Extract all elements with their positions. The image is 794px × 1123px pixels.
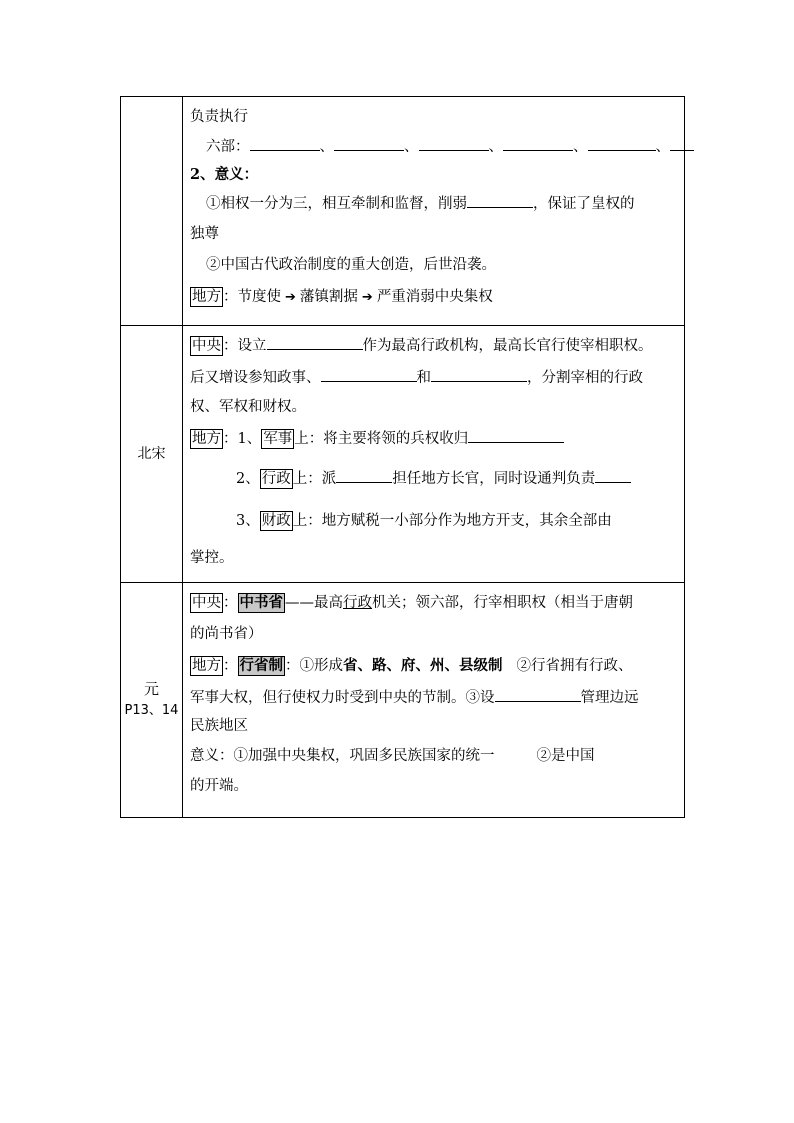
blank-3 — [419, 136, 489, 151]
blank — [495, 687, 581, 702]
difang-line — [190, 281, 677, 314]
table-row-tang — [121, 97, 685, 326]
blank-2 — [334, 136, 404, 151]
text: 上：派 — [292, 471, 337, 487]
zhongshu-box: 中书省 — [239, 594, 283, 611]
difang-3 — [190, 500, 677, 542]
text: ②是中国 — [536, 748, 595, 764]
text: 2、 — [236, 471, 260, 487]
text: 权、军权和财权。 — [190, 399, 306, 415]
yiyi-line — [190, 739, 677, 773]
text: 担任地方长官，同时设通判负责 — [392, 471, 596, 487]
text: 严重消弱中央集权 — [376, 289, 493, 305]
text: 藩镇割据 — [299, 289, 358, 305]
text: 独尊 — [190, 226, 219, 242]
zhongyang-box: 中央 — [192, 595, 221, 611]
row-content-yuan — [183, 583, 685, 818]
text: 管理边远 — [580, 690, 639, 706]
difang-box: 地方 — [192, 658, 221, 674]
blank — [431, 367, 527, 382]
yiyi-heading — [190, 161, 677, 189]
row-label-yuan — [121, 583, 183, 818]
zhongyang-cont — [190, 362, 677, 394]
text: ：节度使 — [223, 289, 281, 305]
yiyi-1 — [190, 189, 677, 219]
text: 和 — [416, 370, 431, 386]
blank-5 — [588, 136, 656, 151]
text: ②行省拥有行政、 — [516, 658, 633, 674]
arrow-right-icon: ➔ — [361, 290, 373, 305]
text: 军事大权，但行使权力时受到中央的节制。③设 — [190, 690, 495, 706]
sep: 、 — [488, 139, 503, 155]
row-label-beisong — [121, 326, 183, 583]
liubu-line — [190, 133, 677, 161]
text: ，分割宰相的行政 — [527, 370, 643, 386]
text: 的开端。 — [190, 778, 248, 794]
text: 上：将主要将领的兵权收归 — [294, 431, 469, 447]
text: ：设立 — [223, 338, 267, 354]
row-content-beisong — [183, 326, 685, 583]
blank — [321, 367, 417, 382]
sep: 、 — [655, 139, 670, 155]
text: 六部： — [206, 139, 250, 155]
text: 省、路、府、州、县级制 — [343, 657, 503, 674]
zhongyang-line — [190, 330, 677, 362]
text: 意义：①加强中央集权，巩固多民族国家的统一 — [190, 748, 495, 764]
text: 行政 — [343, 595, 372, 611]
text: 掌控。 — [190, 550, 234, 566]
arrow-right-icon: ➔ — [285, 290, 296, 305]
text: ：1、 — [223, 431, 262, 447]
difang-box: 地方 — [192, 431, 221, 447]
table-row-yuan — [121, 583, 685, 818]
blank — [595, 468, 631, 483]
yiyi-2 — [190, 249, 677, 281]
blank — [336, 468, 392, 483]
text: ，保证了皇权的 — [533, 196, 635, 212]
zhongyang-box: 中央 — [192, 338, 221, 354]
label-text: 元 — [143, 680, 159, 698]
text-line — [190, 101, 677, 133]
difang-box: 地方 — [192, 289, 221, 305]
blank-6 — [670, 136, 694, 151]
row-content-tang — [183, 97, 685, 326]
text: 上：地方赋税一小部分作为地方开支，其余全部由 — [292, 513, 612, 529]
text: ：①形成 — [285, 658, 343, 674]
blank — [468, 428, 564, 443]
label-text: 北宋 — [137, 446, 166, 462]
difang-1 — [190, 420, 677, 458]
text: 作为最高行政机构，最高长官行使宰相职权。 — [362, 338, 653, 354]
history-table — [120, 96, 685, 818]
difang-3-cont — [190, 542, 677, 574]
blank — [267, 335, 363, 350]
zhongyang-cont2 — [190, 394, 677, 420]
blank — [467, 193, 533, 208]
xingzheng-box: 行政 — [261, 471, 291, 487]
zhongyang-cont — [190, 619, 677, 649]
text: ： — [223, 658, 238, 674]
yiyi-1-cont — [190, 219, 677, 249]
text: ： — [223, 595, 238, 611]
sep: 、 — [573, 139, 588, 155]
difang-cont2 — [190, 713, 677, 739]
text: 负责执行 — [190, 109, 248, 125]
blank-1 — [250, 136, 320, 151]
text: 2、意义： — [190, 166, 259, 183]
text: 的尚书省） — [190, 626, 263, 642]
text: 3、 — [236, 513, 260, 529]
xingsheng-box: 行省制 — [239, 657, 283, 674]
table-row-beisong — [121, 326, 685, 583]
text: ②中国古代政治制度的重大创造，后世沿袭。 — [206, 257, 496, 273]
difang-cont — [190, 683, 677, 713]
text: 机关；领六部，行宰相职权（相当于唐朝 — [372, 595, 633, 611]
text: ——最高 — [285, 595, 343, 611]
sep: 、 — [404, 139, 419, 155]
text: 后又增设参知政事、 — [190, 370, 321, 386]
caizheng-box: 财政 — [261, 513, 291, 529]
text: ①相权一分为三，相互牵制和监督，削弱 — [206, 196, 467, 212]
sep: 、 — [319, 139, 334, 155]
difang-2 — [190, 458, 677, 500]
page-ref: P13、14 — [124, 703, 179, 718]
yiyi-cont — [190, 773, 677, 799]
difang-line — [190, 649, 677, 683]
blank-4 — [503, 136, 573, 151]
text: 民族地区 — [190, 718, 248, 734]
junshi-box: 军事 — [263, 431, 293, 447]
row-label-empty — [121, 97, 183, 326]
zhongyang-line — [190, 587, 677, 619]
